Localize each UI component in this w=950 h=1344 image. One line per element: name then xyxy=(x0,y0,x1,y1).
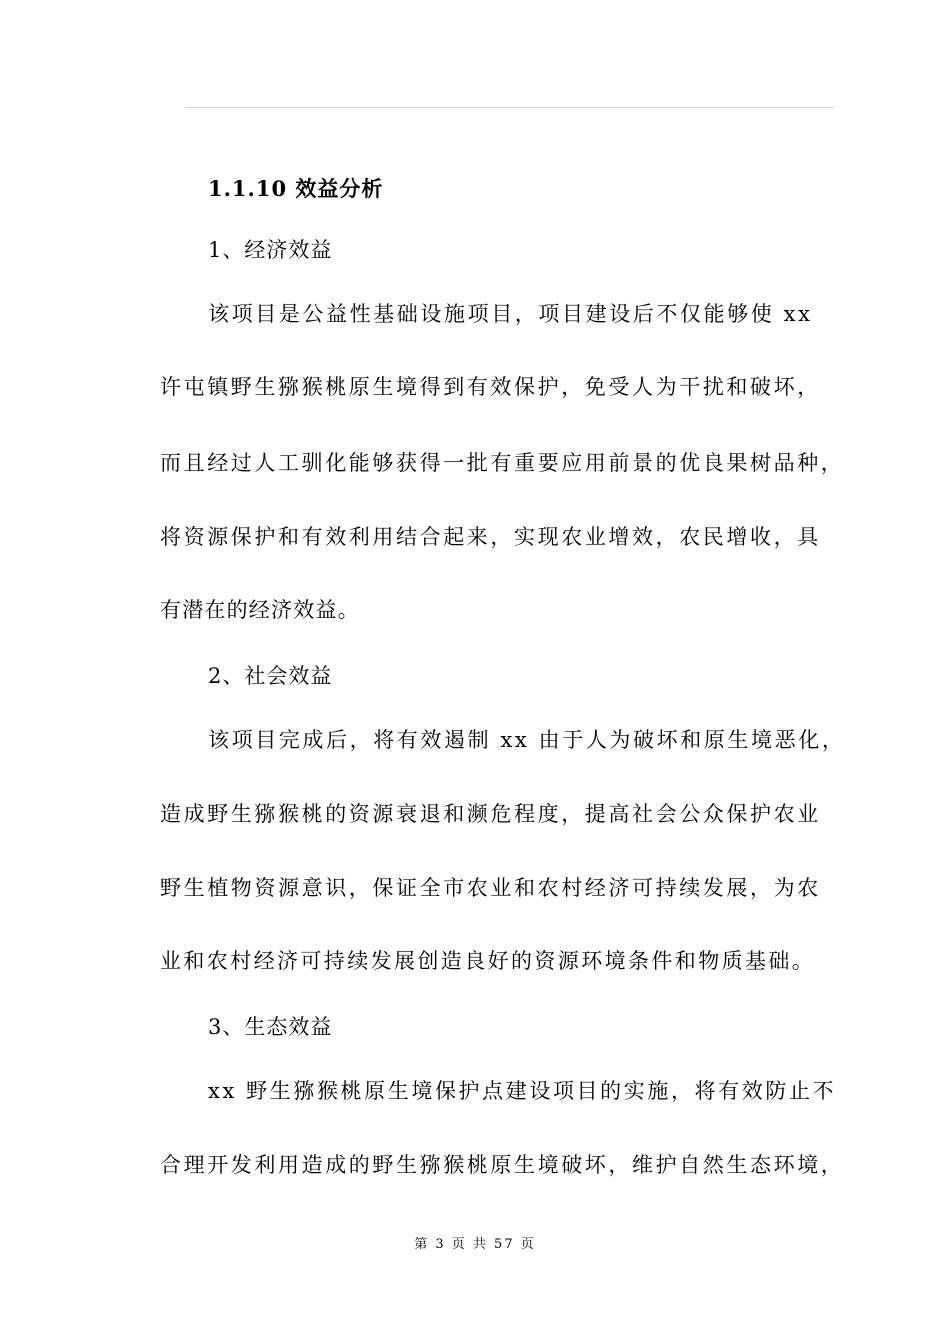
paragraph-line: 有潜在的经济效益。 xyxy=(160,598,360,622)
subsection-title-social: 2、社会效益 xyxy=(208,664,333,688)
paragraph-line: 造成野生猕猴桃的资源衰退和濒危程度，提高社会公众保护农业 xyxy=(160,802,821,826)
subsection-title-ecological: 3、生态效益 xyxy=(208,1015,333,1039)
paragraph-line: 业和农村经济可持续发展创造良好的资源环境条件和物质基础。 xyxy=(160,949,816,973)
paragraph-line: 野生植物资源意识，保证全市农业和农村经济可持续发展，为农 xyxy=(160,876,821,900)
paragraph-line: 而且经过人工驯化能够获得一批有重要应用前景的优良果树品种， xyxy=(160,451,845,475)
paragraph-line: 该项目是公益性基础设施项目，项目建设后不仅能够使 xx xyxy=(208,302,813,326)
paragraph-line: xx 野生猕猴桃原生境保护点建设项目的实施，将有效防止不 xyxy=(208,1079,837,1103)
header-rule xyxy=(186,107,834,108)
paragraph-line: 合理开发利用造成的野生猕猴桃原生境破坏，维护自然生态环境， xyxy=(160,1153,845,1177)
subsection-title-economic: 1、经济效益 xyxy=(208,238,333,262)
paragraph-line: 将资源保护和有效利用结合起来，实现农业增效，农民增收，具 xyxy=(160,525,821,549)
paragraph-line: 许屯镇野生猕猴桃原生境得到有效保护，免受人为干扰和破坏， xyxy=(160,375,821,399)
section-heading: 1.1.10 效益分析 xyxy=(208,176,384,201)
page-footer: 第 3 页 共 57 页 xyxy=(414,1237,536,1252)
paragraph-line: 该项目完成后，将有效遏制 xx 由于人为破坏和原生境恶化， xyxy=(208,728,846,752)
